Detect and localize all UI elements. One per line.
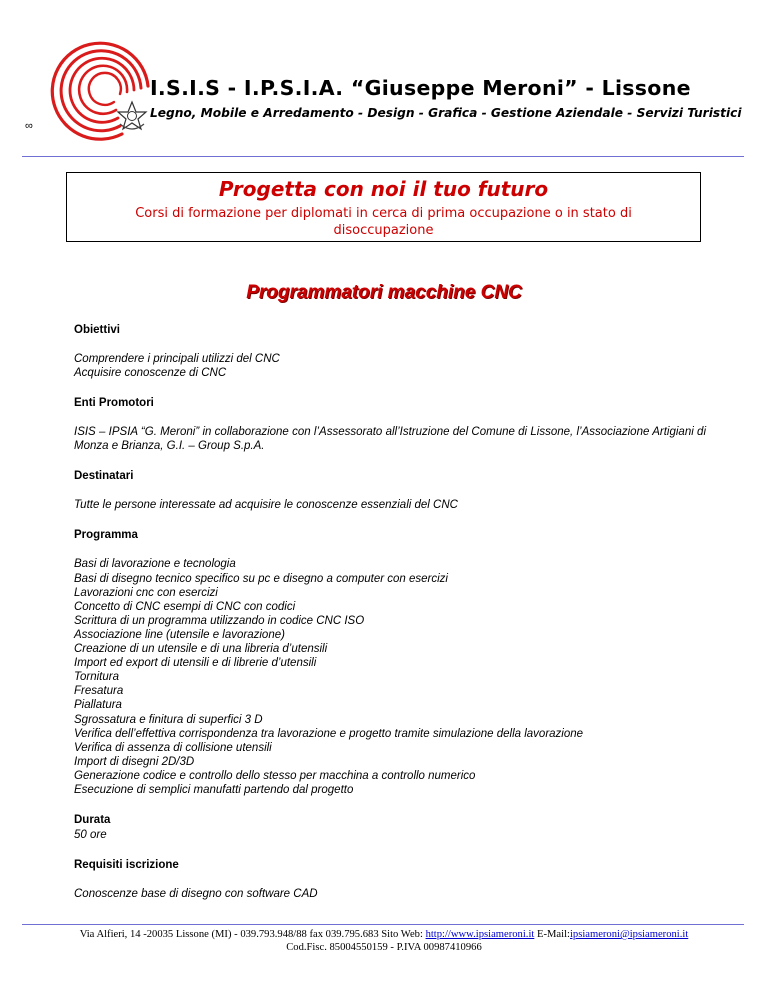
section-heading-requirements: Requisiti iscrizione (74, 859, 179, 872)
program-item: Verifica dell’effettiva corrispondenza tra lavorazione e progetto tramite simulazione della lavorazione (74, 727, 584, 740)
program-item: Import ed export di utensili e di librerie d’utensili (74, 657, 317, 670)
website-link[interactable]: http://www.ipsiameroni.it (425, 929, 535, 940)
program-item: Verifica di assenza di collisione utensili (74, 741, 272, 754)
program-item: Scrittura di un programma utilizzando in codice CNC ISO (74, 614, 365, 627)
section-heading-duration: Durata (74, 814, 111, 827)
program-item: Sgrossatura e finitura di superfici 3 D (74, 713, 263, 726)
header-divider (22, 156, 744, 157)
program-item: Associazione line (utensile e lavorazione) (74, 628, 285, 641)
section-heading-program: Programma (74, 529, 138, 542)
footer (0, 928, 768, 954)
program-item: Lavorazioni cnc con esercizi (74, 586, 218, 599)
program-item: Tornitura (74, 671, 119, 684)
footer-phone-fax: 039.793.948/88 fax 039.795.683 Sito Web: (240, 929, 423, 940)
program-item: Esecuzione di semplici manufatti partendo dal progetto (74, 783, 354, 796)
footer-fiscal: Cod.Fisc. 85004550159 - P.IVA 00987410966 (286, 942, 482, 953)
school-subtitle: Legno, Mobile e Arredamento - Design - Grafica - Gestione Aziendale - Servizi Turistici (150, 106, 742, 120)
concentric-arcs-emblem-icon (48, 36, 152, 142)
email-link[interactable]: ipsiameroni@ipsiameroni.it (569, 929, 689, 940)
section-heading-objectives: Obiettivi (74, 324, 121, 336)
banner-title: Progetta con noi il tuo futuro (218, 177, 549, 201)
course-title: Programmatori macchine CNC (246, 282, 522, 303)
footer-contact-line (0, 928, 768, 941)
program-item: Fresatura (74, 685, 124, 698)
requirements-text: Conoscenze base di disegno con software CAD (74, 888, 318, 901)
program-item: Generazione codice e controllo dello stesso per macchina a controllo numerico (74, 769, 476, 782)
infinity-mark: ∞ (25, 120, 33, 132)
promoters-text: ISIS – IPSIA “G. Meroni” in collaborazione con l’Assessorato all’Istruzione del Comune di Lissone, l’Associazione Artigiani di Monza e Brianza, G.I. – Group S.p.A. (74, 426, 706, 453)
letterhead (0, 0, 768, 160)
banner-box (66, 172, 701, 242)
duration-value: 50 ore (74, 829, 107, 842)
objective-item: Comprendere i principali utilizzi del CNC (74, 353, 280, 365)
school-name: I.S.I.S - I.P.S.I.A. “Giuseppe Meroni” - Lissone (150, 76, 691, 100)
program-item: Concetto di CNC esempi di CNC con codici (74, 600, 296, 613)
objective-item: Acquisire conoscenze di CNC (74, 367, 227, 380)
section-heading-recipients: Destinatari (74, 470, 134, 483)
footer-email-label: E-Mail: (537, 929, 570, 940)
program-item: Creazione di un utensile e di una libreria d’utensili (74, 643, 328, 656)
program-item: Import di disegni 2D/3D (74, 755, 195, 768)
recipients-text: Tutte le persone interessate ad acquisire le conoscenze essenziali del CNC (74, 499, 458, 512)
banner-subtitle: Corsi di formazione per diplomati in cerca di prima occupazione o in stato di disoccupazione (135, 206, 632, 238)
footer-divider (22, 924, 744, 925)
section-heading-promoters: Enti Promotori (74, 397, 154, 410)
program-item: Basi di disegno tecnico specifico su pc e disegno a computer con esercizi (74, 572, 448, 585)
course-details (74, 322, 706, 901)
program-item: Piallatura (74, 699, 122, 712)
footer-address: Via Alfieri, 14 -20035 Lissone (MI) - (79, 929, 238, 940)
program-item: Basi di lavorazione e tecnologia (74, 558, 236, 571)
